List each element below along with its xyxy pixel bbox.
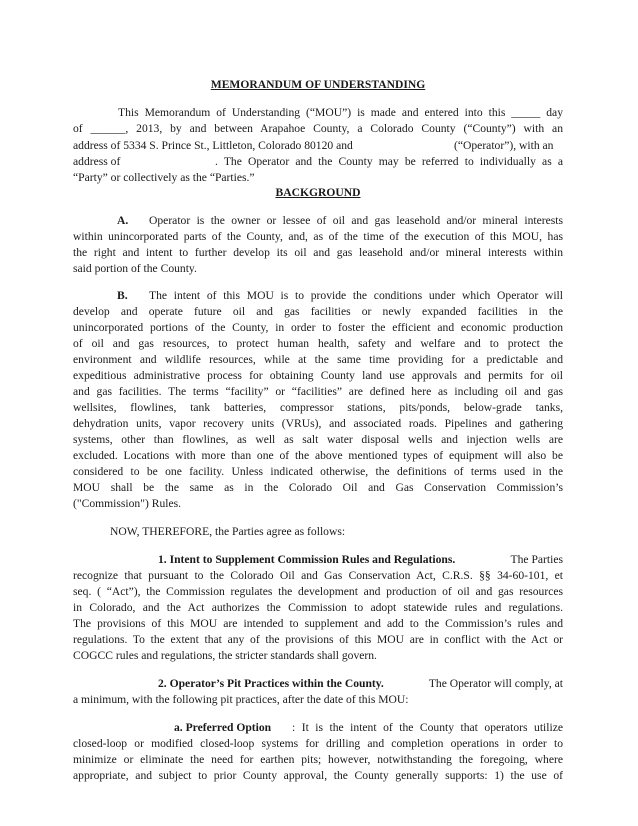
section-2a-line: closed-loop or modified closed-loop systems for drilling and completion operations in order to [73, 737, 563, 750]
section-b-line: systems, other than flowlines, as well as salt water disposal wells and injection wells are [73, 433, 563, 446]
section-1-line: in Colorado, and the Act authorizes the Commission to adopt statewide rules and regulations. [73, 601, 563, 614]
section-2a-tail: : It is the intent of the County that operators utilize [292, 721, 563, 734]
section-b-line: MOU shall be the same as in the Colorado Oil and Gas Conservation Commission’s [73, 481, 563, 494]
page-title: MEMORANDUM OF UNDERSTANDING [210, 78, 426, 91]
section-1-line: The provisions of this MOU are intended to supplement and add to the Commission’s rules and [73, 617, 563, 630]
intro-address-county: address of 5334 S. Prince St., Littleton, Colorado 80120 and [73, 139, 353, 152]
section-b-text: The intent of this MOU is to provide the conditions under which Operator will [149, 289, 563, 302]
background-heading: BACKGROUND [275, 186, 361, 199]
section-1-line: recognize that pursuant to the Colorado Oil and Gas Conservation Act, C.R.S. §§ 34-60-101, et [73, 569, 563, 582]
section-2a-line: minimize or eliminate the need for earthen pits; however, notwithstanding the foregoing, where [73, 753, 563, 766]
section-2-heading: 2. Operator’s Pit Practices within the County. [158, 677, 384, 690]
section-2a-heading: a. Preferred Option [174, 721, 272, 734]
section-2a-line: appropriate, and subject to prior County approval, the County generally supports: 1) the use of [73, 769, 563, 782]
section-b-line: develop and operate future oil and gas facilities or newly expanded facilities in the [73, 305, 563, 318]
section-b-line: unincorporated portions of the County, in order to foster the efficient and economic production [73, 321, 563, 334]
section-a-text: Operator is the owner or lessee of oil and gas leasehold and/or mineral interests [149, 214, 563, 227]
section-1-line: seq. ( “Act”), the Commission regulates the development and production of oil and gas resources [73, 585, 563, 598]
intro-line [73, 154, 563, 170]
section-b-line: excluded. Locations with more than one of the above mentioned types of equipment will also be [73, 449, 563, 462]
section-2-line: a minimum, with the following pit practices, after the date of this MOU: [73, 693, 409, 706]
section-2-tail: The Operator will comply, at [428, 677, 563, 690]
intro-line: This Memorandum of Understanding (“MOU”) is made and entered into this _____ day [118, 106, 563, 119]
section-a-label: A. [117, 214, 129, 227]
intro-parties-text: . The Operator and the County may be referred to individually as a [215, 155, 563, 168]
section-1-line: regulations. To the extent that any of the provisions of this MOU are in conflict with the Act or [73, 633, 563, 646]
intro-address-label: address of [73, 155, 121, 168]
intro-line [73, 138, 563, 154]
section-b-label: B. [117, 289, 128, 302]
intro-line: of ______, 2013, by and between Arapahoe County, a Colorado County (“County”) with an [73, 122, 563, 135]
section-b-line: expeditious administrative process for obtaining County land use approvals and permits for oil [73, 369, 563, 382]
section-b-line: environment and wildlife resources, while at the same time providing for a predictable and [73, 353, 563, 366]
section-1-tail: The Parties [510, 553, 563, 566]
section-1-heading: 1. Intent to Supplement Commission Rules and Regulations. [158, 553, 456, 566]
intro-line: “Party” or collectively as the “Parties.” [73, 171, 255, 184]
therefore-line: NOW, THEREFORE, the Parties agree as follows: [110, 525, 346, 538]
section-a-line: said portion of the County. [73, 262, 197, 275]
section-b-line: dehydration units, vapor recovery units (VRUs), and associated roads. Pipelines and gathering [73, 417, 563, 430]
section-a-line: within unincorporated parts of the County, and, as of the time of the execution of this MOU, has [73, 230, 563, 243]
section-b-line: ("Commission") Rules. [73, 497, 182, 510]
section-b-line: wellsites, flowlines, tank batteries, compressor stations, pits/ponds, below-grade tanks, [73, 401, 563, 414]
section-b-line: of oil and gas resources, to protect human health, safety and welfare and to protect the [73, 337, 563, 350]
section-b-line: considered to be one facility. Unless indicated otherwise, the definitions of terms used in the [73, 465, 563, 478]
section-b-line: and gas facilities. The terms “facility” or “facilities” are defined here as including oil and gas [73, 385, 563, 398]
intro-operator: (“Operator”), with an [454, 139, 554, 152]
section-1-line: COGCC rules and regulations, the stricter standards shall govern. [73, 649, 377, 662]
section-a-line: the right and intent to further develop its oil and gas leasehold and/or mineral interests within [73, 246, 563, 259]
